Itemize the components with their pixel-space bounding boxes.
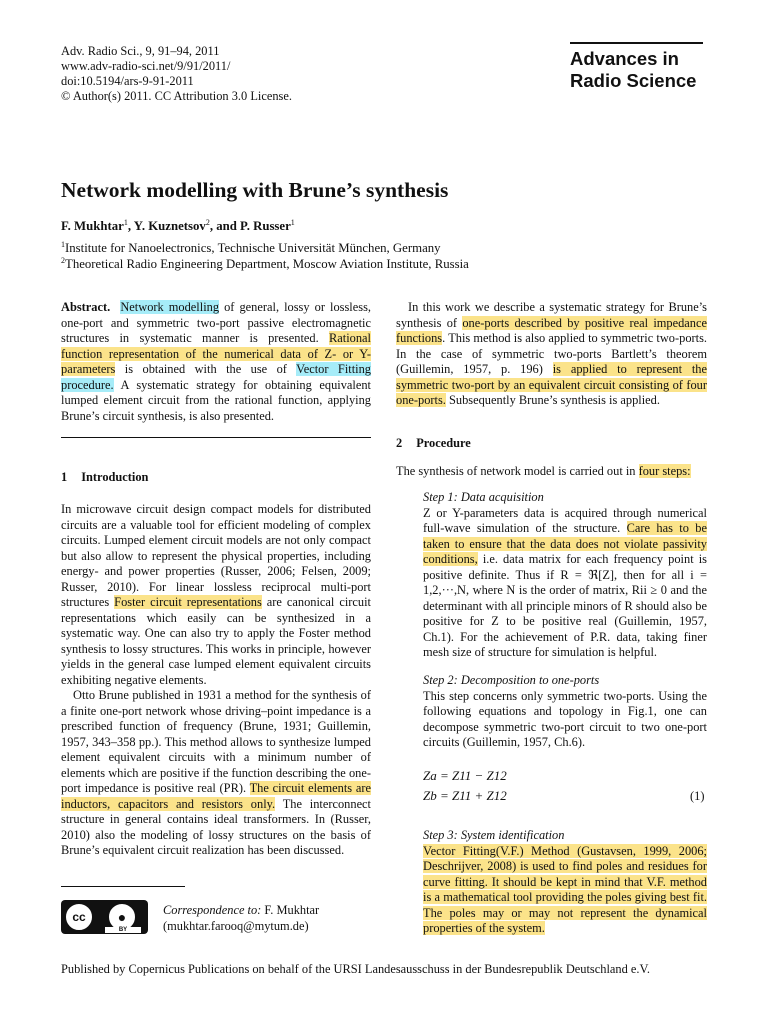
paragraph-text: are canonical circuit representations which easily can be synthesized in a systematic way. One can also try to apply the Foster method synthesis to lossy structures. This works in principle, however yields in the general case lumped element equivalent circuits exhibiting negative elements. bbox=[61, 595, 371, 687]
correspondence-email[interactable]: (mukhtar.farooq@mytum.de) bbox=[163, 919, 309, 933]
creative-commons-icon[interactable] bbox=[61, 900, 148, 934]
author-separator: , and bbox=[209, 219, 241, 233]
highlight: Foster circuit representations bbox=[114, 595, 262, 609]
highlight: is applied to represent the symmetric two-port by an equivalent circuit consisting of four one-ports. bbox=[396, 362, 707, 407]
affiliation-text: Institute for Nanoelectronics, Technische Universität München, Germany bbox=[65, 241, 441, 255]
journal-logo bbox=[570, 42, 703, 92]
paragraph-text: . This method is also applied to symmetric two-ports. In the case of symmetric two-ports Bartlett’s theorem (Guillemin, 1957, p. 196) bbox=[396, 331, 707, 376]
paragraph-text: In microwave circuit design compact models for distributed circuits are a valuable tool for efficient modeling of complex circuits. Lumped element circuit models are not only compact but also allow to represent the physical properties, including energy- and power properties (Russer, 2006; Felsen, 2009; Russer, 2010). For linear lossless reciprocal multi-port structures bbox=[61, 502, 371, 609]
abstract bbox=[61, 300, 371, 424]
step-2 bbox=[423, 673, 707, 751]
license-line: © Author(s) 2011. CC Attribution 3.0 License. bbox=[61, 89, 292, 103]
paper-title: Network modelling with Brune’s synthesis bbox=[61, 178, 449, 202]
right-intro-paragraph bbox=[396, 300, 707, 409]
correspondence-label: Correspondence to: bbox=[163, 903, 262, 917]
abstract-text: of general, lossy or lossless, one-port and symmetric two-port passive electromagnetic structures in systematic manner is presented. bbox=[61, 300, 371, 345]
publisher-footer: Published by Copernicus Publications on behalf of the URSI Landesausschuss in der Bundesrepublik Deutschland e.V. bbox=[61, 962, 650, 976]
step-heading: Step 3: System identification bbox=[423, 828, 565, 842]
section-title: Procedure bbox=[416, 436, 471, 450]
step-heading: Step 2: Decomposition to one-ports bbox=[423, 673, 600, 687]
article-doi[interactable]: doi:10.5194/ars-9-91-2011 bbox=[61, 74, 194, 88]
article-metadata bbox=[61, 44, 292, 104]
abstract-divider bbox=[61, 437, 371, 438]
journal-reference: Adv. Radio Sci., 9, 91–94, 2011 bbox=[61, 44, 220, 58]
step-3 bbox=[423, 828, 707, 937]
affiliation-text: Theoretical Radio Engineering Department, Moscow Aviation Institute, Russia bbox=[65, 257, 469, 271]
highlight: The circuit elements are inductors, capacitors and resistors only. bbox=[61, 781, 371, 811]
highlight: Network modelling bbox=[120, 300, 220, 314]
highlight: four steps: bbox=[638, 464, 691, 478]
highlight: Vector Fitting procedure. bbox=[61, 362, 371, 392]
highlight: Vector Fitting(V.F.) Method (Gustavsen, 1999, 2006; Deschrijver, 2008) is used to find poles and residues for curve fitting. It should be kept in mind that V.F. method is a mathematical tool providing the poles giving best fit. The poles may or may not represent the dynamical properties of the system. bbox=[423, 843, 707, 935]
author-list bbox=[61, 219, 295, 234]
paragraph-text: Otto Brune published in 1931 a method for the synthesis of a finite one-port network whose driving–point impedance is a prescribed function of frequency (Brune, 1931; Guillemin, 1957, 343–358 pp.). This method allows to synthesize lumped element equivalent circuits with a minimum number of elements which are positive if the function describing the one-port impedance is positive real (PR). bbox=[61, 688, 371, 795]
article-url[interactable]: www.adv-radio-sci.net/9/91/2011/ bbox=[61, 59, 231, 73]
equation-line-2: Zb = Z11 + Z12 bbox=[423, 788, 507, 803]
affiliation-mark: 1 bbox=[290, 218, 295, 227]
paragraph-text: This step concerns only symmetric two-ports. Using the following equations and topology in Fig.1, one can decompose symmetric two-port circuit to two one-port circuits (Guillemin, 1957, Ch.6). bbox=[423, 688, 707, 749]
step-heading: Step 1: Data acquisition bbox=[423, 490, 544, 504]
footnote-divider bbox=[61, 886, 185, 887]
abstract-label: Abstract. bbox=[61, 300, 111, 314]
step-1 bbox=[423, 490, 707, 661]
affiliation-1 bbox=[61, 240, 469, 256]
section-heading-procedure bbox=[396, 436, 471, 451]
introduction-body bbox=[61, 502, 371, 859]
affiliation-mark: 2 bbox=[205, 218, 210, 227]
paragraph-text: The synthesis of network model is carried out in bbox=[396, 464, 639, 478]
equation-number: (1) bbox=[690, 789, 705, 803]
section-title: Introduction bbox=[81, 470, 149, 484]
section-heading-introduction bbox=[61, 470, 148, 485]
journal-name-line2: Radio Science bbox=[570, 70, 697, 91]
paragraph bbox=[61, 502, 371, 688]
affiliation-2 bbox=[61, 256, 469, 272]
paragraph-text: The interconnect structure in general contains ideal transformers. In (Russer, 2010) also the modeling of lossy structures on the basis of Brune’s equivalent circuit realization has been discussed. bbox=[61, 796, 372, 857]
correspondence-name: F. Mukhtar bbox=[261, 903, 320, 917]
highlight: one-ports described by positive real impedance functions bbox=[396, 315, 707, 345]
by-label: BY bbox=[105, 927, 141, 933]
author-separator: , bbox=[127, 219, 134, 233]
author-name: F. Mukhtar bbox=[61, 219, 124, 233]
affiliation-mark: 2 bbox=[61, 256, 65, 265]
affiliation-mark: 1 bbox=[123, 218, 128, 227]
procedure-lead bbox=[396, 464, 707, 480]
cc-circle-icon: cc bbox=[64, 902, 94, 932]
highlight: Care has to be taken to ensure that the data does not violate passivity conditions, bbox=[423, 521, 707, 566]
paragraph-text: Z or Y-parameters data is acquired through numerical full-wave simulation of the structure. bbox=[423, 505, 707, 535]
abstract-text: is obtained with the use of bbox=[115, 362, 297, 376]
section-number: 2 bbox=[396, 436, 403, 450]
author-name: P. Russer bbox=[240, 219, 291, 233]
paragraph-text: Subsequently Brune’s synthesis is applied. bbox=[445, 393, 660, 407]
attribution-person-icon: ● bbox=[107, 902, 137, 932]
equation-line-1: Za = Z11 − Z12 bbox=[423, 768, 507, 783]
paragraph-text: In this work we describe a systematic strategy for Brune’s synthesis of bbox=[396, 300, 707, 330]
correspondence bbox=[163, 902, 319, 934]
author-name: Y. Kuznetsov bbox=[133, 219, 206, 233]
paragraph-text: i.e. data matrix for each frequency point is positive definite. Thus if R = ℜ[Z], then for all i = 1,2,···,N, where N is the order of matrix, Rii ≥ 0 and the determinant with all principle minors of R should also be positive for Z to be positive real (Guillemin, 1957, Ch.1). For the achievement of P.R. data, taking finer mesh size of structure for simulation is helpful. bbox=[423, 552, 707, 659]
abstract-text: A systematic strategy for obtaining equivalent lumped element circuit from the rational function, applying Brune’s circuit synthesis, is also presented. bbox=[61, 377, 371, 423]
paragraph bbox=[61, 688, 371, 859]
affiliations bbox=[61, 240, 469, 272]
affiliation-mark: 1 bbox=[61, 240, 65, 249]
highlight: Rational function representation of the numerical data of Z- or Y-parameters bbox=[61, 331, 371, 376]
journal-name-line1: Advances in bbox=[570, 48, 679, 69]
section-number: 1 bbox=[61, 470, 68, 484]
